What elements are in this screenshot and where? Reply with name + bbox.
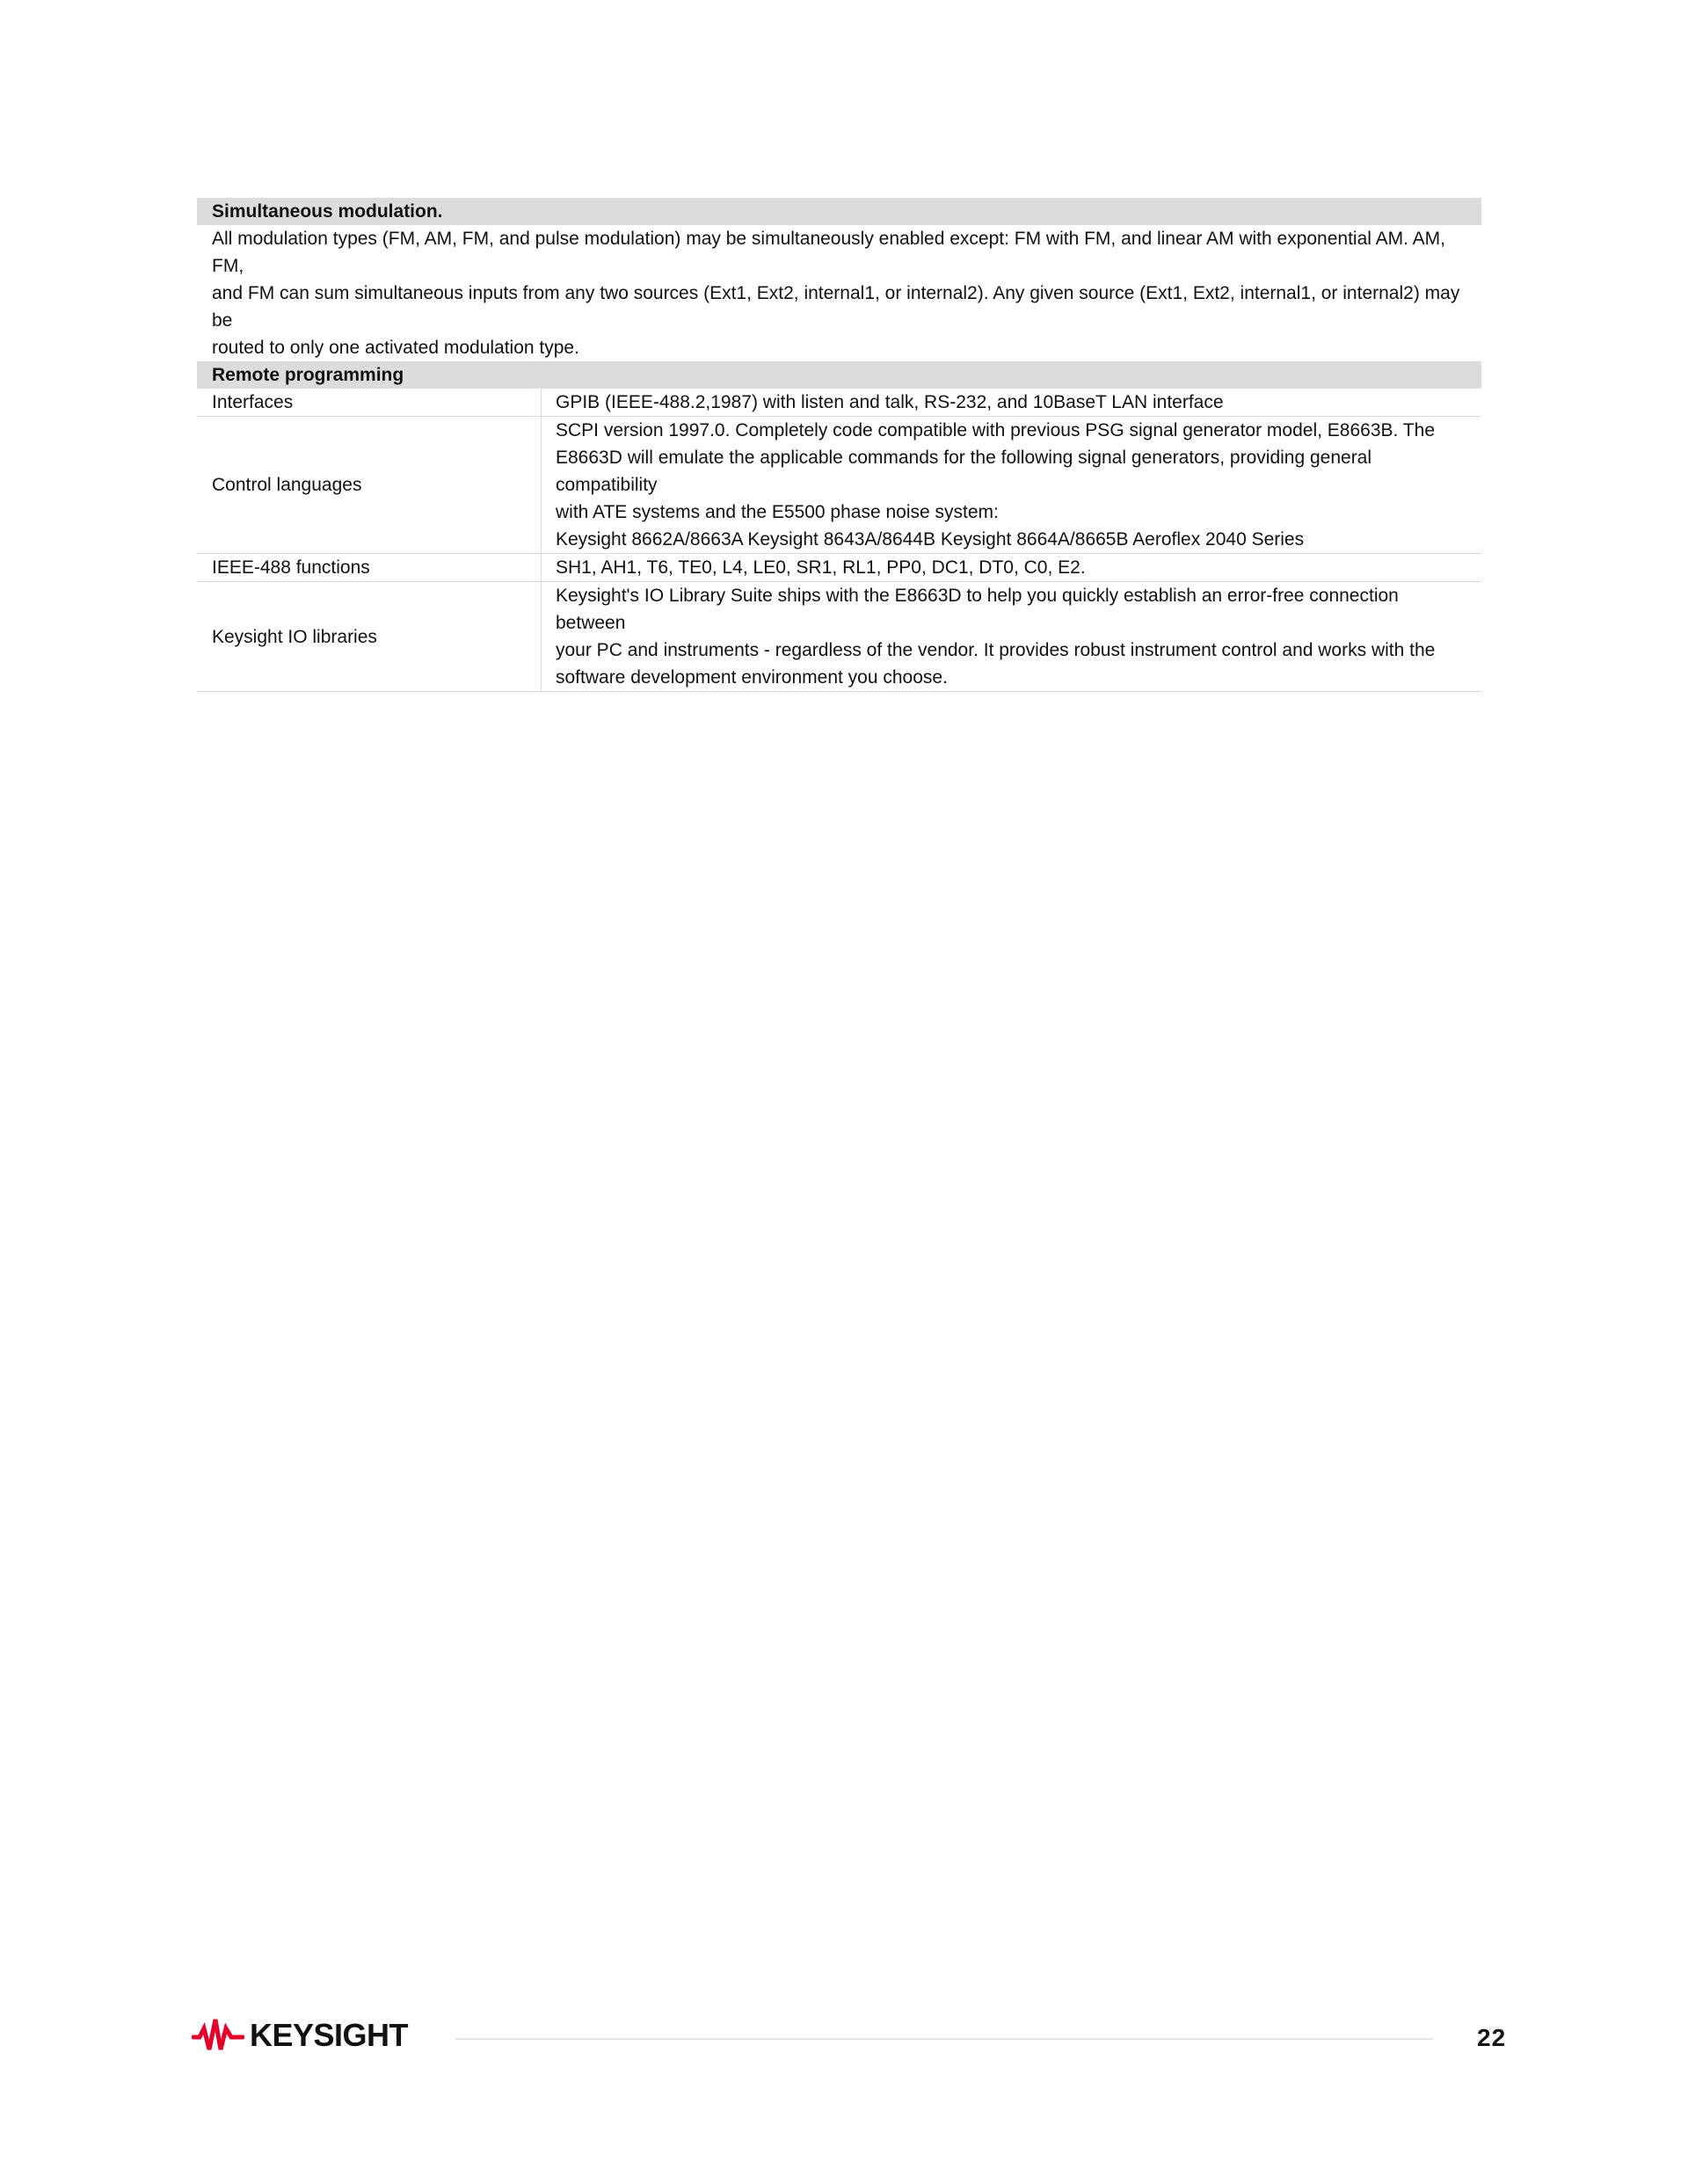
- keysight-wave-icon: [192, 2016, 244, 2055]
- table-row-ieee-488-functions: [197, 554, 1481, 582]
- row-label: Interfaces: [197, 389, 542, 417]
- spec-table: [197, 198, 1481, 692]
- row-label: IEEE-488 functions: [197, 554, 542, 582]
- brand-wordmark: KEYSIGHT: [250, 2017, 409, 2053]
- section-header-simultaneous-modulation: [197, 198, 1481, 225]
- row-value: [542, 554, 1482, 582]
- table-row-interfaces: [197, 389, 1481, 417]
- page-number: 22: [1477, 2024, 1507, 2051]
- keysight-logo: [192, 2016, 408, 2055]
- value-line: with ATE systems and the E5500 phase noise system:: [556, 502, 999, 522]
- value-line: Keysight's IO Library Suite ships with the E8663D to help you quickly establish an error-free connection between: [556, 586, 1399, 633]
- row-label: Control languages: [197, 417, 542, 554]
- value-line: SH1, AH1, T6, TE0, L4, LE0, SR1, RL1, PP0, DC1, DT0, C0, E2.: [556, 557, 1086, 578]
- paragraph-line: All modulation types (FM, AM, FM, and pulse modulation) may be simultaneously enabled except: FM with FM, and linear AM with exponential AM. AM, FM,: [212, 229, 1445, 276]
- paragraph-text: [197, 225, 1481, 361]
- row-value: [542, 582, 1482, 692]
- section-title: Remote programming: [197, 361, 1481, 389]
- footer-divider: [455, 2038, 1433, 2040]
- value-line: GPIB (IEEE-488.2,1987) with listen and talk, RS-232, and 10BaseT LAN interface: [556, 392, 1224, 412]
- row-value: [542, 389, 1482, 417]
- paragraph-line: and FM can sum simultaneous inputs from any two sources (Ext1, Ext2, internal1, or internal2). Any given source (Ext1, Ext2, internal1, or internal2) may be: [212, 283, 1460, 331]
- table-row-keysight-io-libraries: [197, 582, 1481, 692]
- value-line: your PC and instruments - regardless of the vendor. It provides robust instrument control and works with the: [556, 640, 1436, 660]
- section-title: Simultaneous modulation.: [197, 198, 1481, 225]
- row-value: [542, 417, 1482, 554]
- section-header-remote-programming: [197, 361, 1481, 389]
- value-line: Keysight 8662A/8663A Keysight 8643A/8644B Keysight 8664A/8665B Aeroflex 2040 Series: [556, 529, 1305, 550]
- simultaneous-modulation-paragraph: [197, 225, 1481, 361]
- value-line: E8663D will emulate the applicable commands for the following signal generators, providing general compatibility: [556, 448, 1372, 495]
- table-row-control-languages: [197, 417, 1481, 554]
- row-label: Keysight IO libraries: [197, 582, 542, 692]
- value-line: software development environment you choose.: [556, 667, 948, 688]
- paragraph-line: routed to only one activated modulation type.: [212, 338, 579, 358]
- value-line: SCPI version 1997.0. Completely code compatible with previous PSG signal generator model, E8663B. The: [556, 420, 1435, 440]
